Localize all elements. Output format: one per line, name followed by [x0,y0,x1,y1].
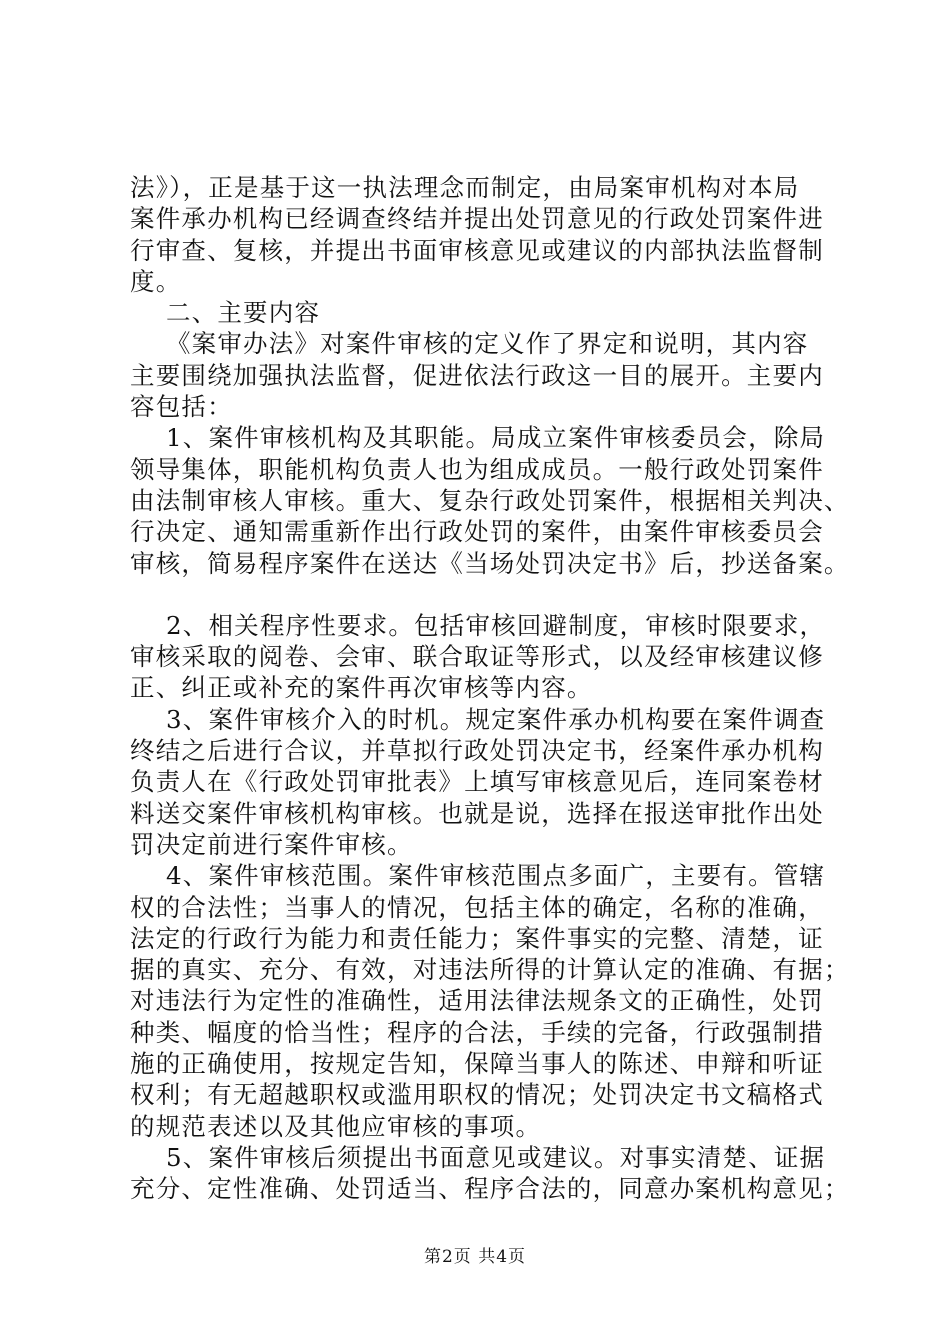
text-line: 法》），正是基于这一执法理念而制定，由局案审机构对本局 [130,173,800,202]
text-line: 施的正确使用，按规定告知，保障当事人的陈述、申辩和听证 [130,1049,824,1079]
text-line: 料送交案件审核机构审核。也就是说，选择在报送审批作出处 [130,798,824,828]
text-line: 由法制审核人审核。重大、复杂行政处罚案件，根据相关判决、 [130,485,850,515]
text-line: 度。 [130,266,182,296]
text-line: 的规范表述以及其他应审核的事项。 [130,1111,542,1141]
text-line: 3、案件审核介入的时机。规定案件承办机构要在案件调查 [130,704,826,734]
page-number-footer: 第2页 共4页 [423,1247,527,1267]
text-line: 案件承办机构已经调查终结并提出处罚意见的行政处罚案件进 [130,204,824,234]
text-line: 2、相关程序性要求。包括审核回避制度，审核时限要求， [130,610,826,640]
text-line: 权的合法性；当事人的情况，包括主体的确定，名称的准确， [130,892,824,922]
text-line: 对违法行为定性的准确性，适用法律法规条文的正确性，处罚 [130,986,824,1016]
text-line: 正、纠正或补充的案件再次审核等内容。 [130,673,593,703]
text-line: 权利；有无超越职权或滥用职权的情况；处罚决定书文稿格式 [130,1080,824,1110]
text-line: 行决定、通知需重新作出行政处罚的案件，由案件审核委员会 [130,517,824,547]
text-line: 审核采取的阅卷、会审、联合取证等形式，以及经审核建议修 [130,642,824,672]
text-line: 4、案件审核范围。案件审核范围点多面广，主要有。管辖 [130,861,826,891]
text-line: 5、案件审核后须提出书面意见或建议。对事实清楚、证据 [130,1142,826,1172]
text-line: 主要围绕加强执法监督，促进依法行政这一目的展开。主要内 [130,360,824,390]
text-line: 充分、定性准确、处罚适当、程序合法的，同意办案机构意见； [130,1174,850,1204]
document-body [130,172,850,1205]
text-line: 终结之后进行合议，并草拟行政处罚决定书，经案件承办机构 [130,736,824,766]
text-line: 1、案件审核机构及其职能。局成立案件审核委员会，除局 [130,423,826,453]
text-line: 审核，简易程序案件在送达《当场处罚决定书》后，抄送备案。 [130,548,850,578]
text-line: 据的真实、充分、有效，对违法所得的计算认定的准确、有据； [130,955,850,985]
text-line: 罚决定前进行案件审核。 [130,829,413,859]
text-line: 领导集体，职能机构负责人也为组成成员。一般行政处罚案件 [130,454,824,484]
text-line: 负责人在《行政处罚审批表》上填写审核意见后，连同案卷材 [130,767,824,797]
section-heading: 二、主要内容 [130,298,321,328]
text-line: 种类、幅度的恰当性；程序的合法，手续的完备，行政强制措 [130,1017,824,1047]
paragraph-gap [130,579,830,610]
text-line: 容包括： [130,392,233,422]
text-line: 法定的行政行为能力和责任能力；案件事实的完整、清楚，证 [130,923,824,953]
text-line: 《案审办法》对案件审核的定义作了界定和说明，其内容 [130,329,809,359]
text-line: 行审查、复核，并提出书面审核意见或建议的内部执法监督制 [130,235,824,265]
